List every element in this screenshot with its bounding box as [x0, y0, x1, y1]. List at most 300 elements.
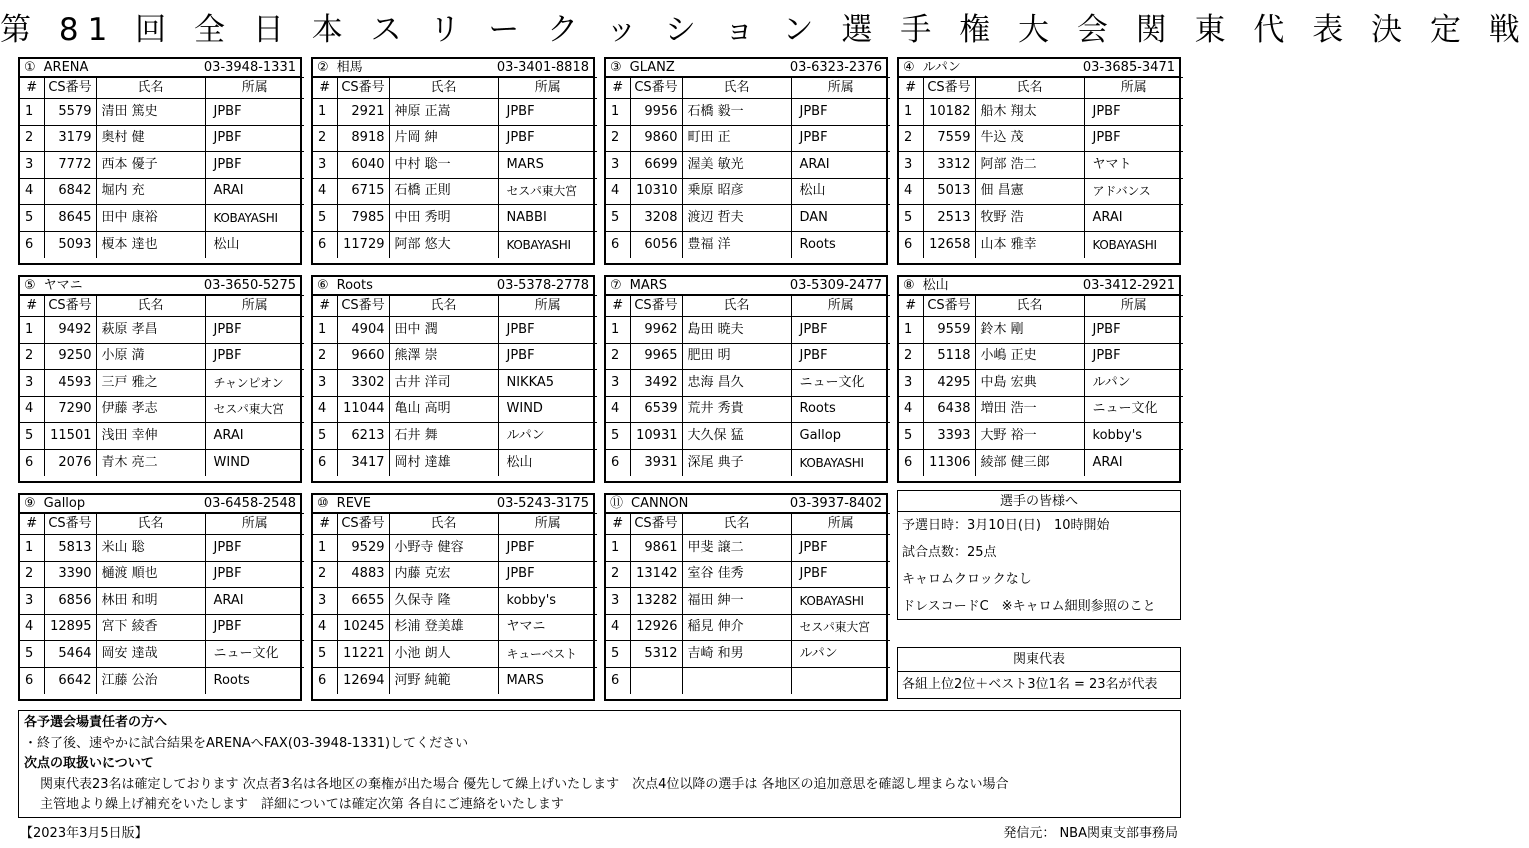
memo-substitute-rule-2: 主管地より繰上げ補充をいたします 詳細については確定次第 各自にご連絡をいたします [40, 797, 564, 812]
table-row [899, 423, 1183, 450]
player-affiliation: JPBF [498, 561, 597, 588]
player-name: 忠海 昌久 [682, 370, 791, 397]
table-row [313, 99, 597, 126]
player-rank: 2 [313, 561, 337, 588]
player-rank: 3 [899, 370, 923, 397]
player-affiliation: ARAI [205, 423, 304, 450]
player-affiliation: Roots [205, 667, 304, 694]
table-row [20, 231, 304, 258]
player-affiliation: JPBF [205, 152, 304, 179]
notice-points: 試合点数：25点 [902, 545, 997, 560]
player-cs-number: 6856 [44, 588, 96, 615]
memo-heading-managers: 各予選会場責任者の方へ [24, 715, 168, 730]
player-name: 福田 紳一 [682, 588, 791, 615]
table-row [20, 317, 304, 344]
player-affiliation: KOBAYASHI [791, 449, 890, 476]
col-header-cs-number: CS番号 [337, 296, 389, 317]
venue-phone: 03-5378-2778 [496, 277, 589, 293]
col-header-cs-number: CS番号 [44, 514, 96, 535]
col-header-name: 氏名 [96, 78, 205, 99]
player-rank: 2 [899, 125, 923, 152]
player-name: 江藤 公治 [96, 667, 205, 694]
table-row [899, 125, 1183, 152]
col-header-name: 氏名 [682, 514, 791, 535]
player-name: 中村 聡一 [389, 152, 498, 179]
venue-header [313, 59, 593, 77]
player-cs-number: 2921 [337, 99, 389, 126]
player-cs-number: 7290 [44, 396, 96, 423]
notice-dresscode: ドレスコードC ※キャロム細則参照のこと [902, 599, 1156, 614]
table-row [899, 205, 1183, 232]
venue-header [606, 277, 886, 295]
player-name: 稲見 伸介 [682, 614, 791, 641]
player-cs-number: 3390 [44, 561, 96, 588]
player-cs-number: 4295 [923, 370, 975, 397]
player-affiliation: ニュー文化 [1084, 396, 1183, 423]
player-name [682, 667, 791, 694]
venue-name: Roots [336, 277, 373, 293]
table-row [20, 178, 304, 205]
venue-name: Gallop [43, 495, 86, 511]
venue-header [899, 59, 1179, 77]
col-header-cs-number: CS番号 [630, 296, 682, 317]
venue-table [18, 275, 302, 483]
player-rank: 3 [20, 588, 44, 615]
player-cs-number: 10245 [337, 614, 389, 641]
player-rank: 2 [20, 561, 44, 588]
venue-header [313, 277, 593, 295]
player-cs-number: 10310 [630, 178, 682, 205]
player-rank: 3 [313, 370, 337, 397]
col-header-name: 氏名 [682, 78, 791, 99]
memo-heading-substitutes: 次点の取扱いについて [24, 756, 154, 771]
player-rank: 1 [20, 99, 44, 126]
player-affiliation: MARS [498, 667, 597, 694]
player-name: 深尾 典子 [682, 449, 791, 476]
table-row [20, 396, 304, 423]
venue-header [606, 59, 886, 77]
table-row [313, 370, 597, 397]
player-rank: 3 [606, 588, 630, 615]
player-name: 石井 舞 [389, 423, 498, 450]
table-row [20, 667, 304, 694]
venue-number: ⑤ [24, 277, 36, 293]
player-affiliation: kobby's [498, 588, 597, 615]
player-cs-number: 11306 [923, 449, 975, 476]
player-cs-number: 9492 [44, 317, 96, 344]
col-header-cs-number: CS番号 [337, 514, 389, 535]
player-affiliation: JPBF [205, 125, 304, 152]
player-affiliation: ニュー文化 [205, 641, 304, 668]
player-rank: 5 [899, 205, 923, 232]
player-cs-number: 5312 [630, 641, 682, 668]
table-row [313, 152, 597, 179]
table-header-row [606, 78, 890, 99]
player-name: 伊藤 孝志 [96, 396, 205, 423]
col-header-name: 氏名 [389, 514, 498, 535]
player-rank: 1 [899, 99, 923, 126]
player-name: 樋渡 順也 [96, 561, 205, 588]
col-header-name: 氏名 [96, 514, 205, 535]
player-rank: 2 [313, 125, 337, 152]
venue-table [311, 275, 595, 483]
player-affiliation: JPBF [791, 99, 890, 126]
player-affiliation: JPBF [498, 125, 597, 152]
player-affiliation: NIKKA5 [498, 370, 597, 397]
player-name: 岡村 達雄 [389, 449, 498, 476]
player-rank: 2 [313, 343, 337, 370]
player-rank: 3 [606, 152, 630, 179]
col-header-name: 氏名 [975, 78, 1084, 99]
player-affiliation: JPBF [791, 317, 890, 344]
venue-name: 相馬 [336, 59, 363, 75]
player-name: 荒井 秀貴 [682, 396, 791, 423]
player-name: 西本 優子 [96, 152, 205, 179]
player-cs-number: 11044 [337, 396, 389, 423]
player-rank: 4 [313, 614, 337, 641]
player-name: 鈴木 剛 [975, 317, 1084, 344]
venue-number: ⑩ [317, 495, 329, 511]
venue-table [311, 493, 595, 701]
table-row [606, 370, 890, 397]
table-row [313, 231, 597, 258]
table-row [606, 641, 890, 668]
player-rank: 6 [20, 231, 44, 258]
player-rank: 4 [20, 614, 44, 641]
player-name: 熊澤 崇 [389, 343, 498, 370]
table-row [606, 396, 890, 423]
player-rank: 2 [606, 561, 630, 588]
player-name: 堀内 充 [96, 178, 205, 205]
table-row [606, 423, 890, 450]
player-table [313, 77, 597, 258]
player-affiliation: DAN [791, 205, 890, 232]
player-cs-number: 3179 [44, 125, 96, 152]
venue-header [20, 495, 300, 513]
player-cs-number: 5464 [44, 641, 96, 668]
venue-number: ④ [903, 59, 915, 75]
player-cs-number: 12658 [923, 231, 975, 258]
player-name: 岡安 達哉 [96, 641, 205, 668]
player-rank: 4 [313, 178, 337, 205]
col-header-no: # [606, 296, 630, 317]
table-row [606, 667, 890, 694]
col-header-name: 氏名 [682, 296, 791, 317]
player-rank: 2 [606, 125, 630, 152]
player-cs-number: 9660 [337, 343, 389, 370]
venue-name: GLANZ [629, 59, 675, 75]
player-affiliation: ルパン [791, 641, 890, 668]
player-name: 中田 秀明 [389, 205, 498, 232]
version-date: 【2023年3月5日版】 [20, 826, 148, 841]
table-row [606, 231, 890, 258]
player-name: 大野 裕一 [975, 423, 1084, 450]
player-affiliation [791, 667, 890, 694]
table-row [899, 449, 1183, 476]
player-cs-number: 9861 [630, 535, 682, 562]
player-affiliation: セスパ東大宮 [791, 614, 890, 641]
player-rank: 5 [20, 205, 44, 232]
player-affiliation: 松山 [498, 449, 597, 476]
venue-name: ARENA [43, 59, 89, 75]
player-name: 乗原 昭彦 [682, 178, 791, 205]
player-name: 渡辺 哲夫 [682, 205, 791, 232]
venue-header [606, 495, 886, 513]
venue-number: ③ [610, 59, 622, 75]
player-name: 河野 純範 [389, 667, 498, 694]
player-rank: 6 [313, 449, 337, 476]
kanto-representative-box [897, 647, 1181, 699]
col-header-affiliation: 所属 [1084, 78, 1183, 99]
player-name: 内藤 克宏 [389, 561, 498, 588]
player-cs-number: 12895 [44, 614, 96, 641]
player-cs-number: 4883 [337, 561, 389, 588]
table-row [899, 396, 1183, 423]
player-cs-number: 3208 [630, 205, 682, 232]
player-affiliation: JPBF [498, 317, 597, 344]
player-cs-number: 6056 [630, 231, 682, 258]
player-affiliation: NABBI [498, 205, 597, 232]
player-cs-number: 13142 [630, 561, 682, 588]
player-affiliation: ヤマニ [498, 614, 597, 641]
table-row [313, 588, 597, 615]
player-name: 奥村 健 [96, 125, 205, 152]
table-row [606, 317, 890, 344]
player-name: 中島 宏典 [975, 370, 1084, 397]
table-row [606, 99, 890, 126]
venue-name: ルパン [922, 59, 961, 75]
table-row [20, 561, 304, 588]
player-cs-number: 6655 [337, 588, 389, 615]
player-rank: 2 [20, 125, 44, 152]
venue-header [20, 59, 300, 77]
player-affiliation: セスパ東大宮 [498, 178, 597, 205]
table-header-row [20, 514, 304, 535]
venue-phone: 03-3650-5275 [203, 277, 296, 293]
player-name: 町田 正 [682, 125, 791, 152]
player-rank: 4 [899, 396, 923, 423]
col-header-no: # [20, 78, 44, 99]
table-row [313, 449, 597, 476]
table-row [20, 614, 304, 641]
player-affiliation: Gallop [791, 423, 890, 450]
player-name: 三戸 雅之 [96, 370, 205, 397]
kanto-heading: 関東代表 [898, 648, 1180, 672]
player-cs-number: 8918 [337, 125, 389, 152]
player-name: 牛込 茂 [975, 125, 1084, 152]
player-affiliation: ヤマト [1084, 152, 1183, 179]
player-name: 林田 和明 [96, 588, 205, 615]
player-cs-number: 3417 [337, 449, 389, 476]
player-cs-number: 8645 [44, 205, 96, 232]
player-cs-number: 3393 [923, 423, 975, 450]
player-cs-number: 9956 [630, 99, 682, 126]
player-table [20, 513, 304, 694]
player-cs-number: 6213 [337, 423, 389, 450]
player-name: 阿部 悠大 [389, 231, 498, 258]
player-affiliation: JPBF [1084, 125, 1183, 152]
player-affiliation: WIND [498, 396, 597, 423]
player-cs-number: 6699 [630, 152, 682, 179]
table-row [313, 561, 597, 588]
col-header-name: 氏名 [389, 78, 498, 99]
table-row [20, 588, 304, 615]
player-affiliation: kobby's [1084, 423, 1183, 450]
player-rank: 6 [20, 667, 44, 694]
player-name: 片岡 紳 [389, 125, 498, 152]
table-row [606, 588, 890, 615]
col-header-no: # [20, 296, 44, 317]
player-cs-number: 3492 [630, 370, 682, 397]
player-rank: 1 [606, 99, 630, 126]
player-affiliation: JPBF [498, 535, 597, 562]
player-affiliation: ARAI [1084, 449, 1183, 476]
table-row [20, 449, 304, 476]
table-row [313, 343, 597, 370]
player-affiliation: ARAI [205, 178, 304, 205]
venue-phone: 03-6323-2376 [789, 59, 882, 75]
notice-heading: 選手の皆様へ [898, 491, 1180, 512]
player-rank: 6 [313, 231, 337, 258]
player-name: 大久保 猛 [682, 423, 791, 450]
col-header-no: # [606, 78, 630, 99]
player-affiliation: アドバンス [1084, 178, 1183, 205]
player-cs-number: 9962 [630, 317, 682, 344]
player-rank: 6 [606, 667, 630, 694]
kanto-rule: 各組上位2位＋ベスト3位1名 = 23名が代表 [902, 677, 1158, 692]
table-row [313, 641, 597, 668]
table-header-row [20, 296, 304, 317]
table-header-row [313, 514, 597, 535]
table-row [313, 423, 597, 450]
table-row [606, 561, 890, 588]
memo-fax-instruction: ・終了後、速やかに試合結果をARENAへFAX(03-3948-1331)してください [24, 735, 469, 751]
player-affiliation: MARS [498, 152, 597, 179]
player-cs-number: 10931 [630, 423, 682, 450]
venue-name: REVE [336, 495, 372, 511]
venue-table [604, 275, 888, 483]
player-cs-number: 7985 [337, 205, 389, 232]
player-rank: 4 [899, 178, 923, 205]
col-header-affiliation: 所属 [791, 514, 890, 535]
player-name: 甲斐 譲二 [682, 535, 791, 562]
player-rank: 6 [899, 449, 923, 476]
table-row [606, 205, 890, 232]
venue-table [897, 275, 1181, 483]
player-cs-number: 11729 [337, 231, 389, 258]
venue-table [18, 57, 302, 265]
player-affiliation: ARAI [791, 152, 890, 179]
player-affiliation: JPBF [1084, 343, 1183, 370]
venue-number: ② [317, 59, 329, 75]
col-header-name: 氏名 [975, 296, 1084, 317]
player-name: 久保寺 隆 [389, 588, 498, 615]
player-cs-number: 10182 [923, 99, 975, 126]
table-row [313, 205, 597, 232]
player-affiliation: 松山 [205, 231, 304, 258]
col-header-affiliation: 所属 [791, 296, 890, 317]
player-table [606, 295, 890, 476]
player-affiliation: ニュー文化 [791, 370, 890, 397]
player-table [20, 77, 304, 258]
player-cs-number: 5093 [44, 231, 96, 258]
player-cs-number: 12694 [337, 667, 389, 694]
table-row [20, 205, 304, 232]
player-rank: 3 [20, 152, 44, 179]
player-rank: 6 [606, 231, 630, 258]
col-header-affiliation: 所属 [498, 514, 597, 535]
player-rank: 4 [606, 614, 630, 641]
col-header-affiliation: 所属 [205, 296, 304, 317]
venue-phone: 03-5243-3175 [496, 495, 589, 511]
venue-table [18, 493, 302, 701]
player-cs-number: 6715 [337, 178, 389, 205]
venue-phone: 03-3685-3471 [1082, 59, 1175, 75]
player-name: 肥田 明 [682, 343, 791, 370]
venue-number: ⑧ [903, 277, 915, 293]
player-rank: 1 [313, 317, 337, 344]
col-header-cs-number: CS番号 [630, 78, 682, 99]
player-rank: 1 [606, 317, 630, 344]
col-header-affiliation: 所属 [205, 514, 304, 535]
col-header-no: # [313, 514, 337, 535]
player-affiliation: ルパン [498, 423, 597, 450]
table-row [606, 125, 890, 152]
player-cs-number: 13282 [630, 588, 682, 615]
player-cs-number: 2076 [44, 449, 96, 476]
venue-number: ① [24, 59, 36, 75]
table-row [606, 449, 890, 476]
player-affiliation: Roots [791, 231, 890, 258]
venue-table [311, 57, 595, 265]
player-cs-number: 9529 [337, 535, 389, 562]
player-table [20, 295, 304, 476]
player-cs-number: 9860 [630, 125, 682, 152]
player-name: 神原 正嵩 [389, 99, 498, 126]
venue-table [897, 57, 1181, 265]
table-row [606, 614, 890, 641]
player-cs-number: 11221 [337, 641, 389, 668]
player-affiliation: JPBF [205, 614, 304, 641]
col-header-no: # [899, 296, 923, 317]
page-title: 第 81 回 全 日 本 ス リ ー ク ッ シ ョ ン 選 手 権 大 会 関 東 代 表 決 定 戦 [0, 12, 1529, 48]
table-header-row [606, 296, 890, 317]
table-row [606, 152, 890, 179]
player-table [899, 295, 1183, 476]
venue-phone: 03-5309-2477 [789, 277, 882, 293]
player-table [899, 77, 1183, 258]
player-rank: 3 [899, 152, 923, 179]
table-row [20, 99, 304, 126]
player-name: 榎本 達也 [96, 231, 205, 258]
table-header-row [313, 296, 597, 317]
col-header-cs-number: CS番号 [44, 78, 96, 99]
table-row [899, 370, 1183, 397]
player-name: 小野寺 健容 [389, 535, 498, 562]
col-header-cs-number: CS番号 [337, 78, 389, 99]
player-affiliation: JPBF [791, 561, 890, 588]
player-rank: 3 [313, 152, 337, 179]
player-affiliation: KOBAYASHI [1084, 231, 1183, 258]
venue-phone: 03-3401-8818 [496, 59, 589, 75]
venue-header [313, 495, 593, 513]
player-name: 牧野 浩 [975, 205, 1084, 232]
venue-number: ⑪ [610, 495, 624, 511]
table-row [313, 178, 597, 205]
table-row [313, 317, 597, 344]
player-name: 船木 翔太 [975, 99, 1084, 126]
player-name: 阿部 浩二 [975, 152, 1084, 179]
